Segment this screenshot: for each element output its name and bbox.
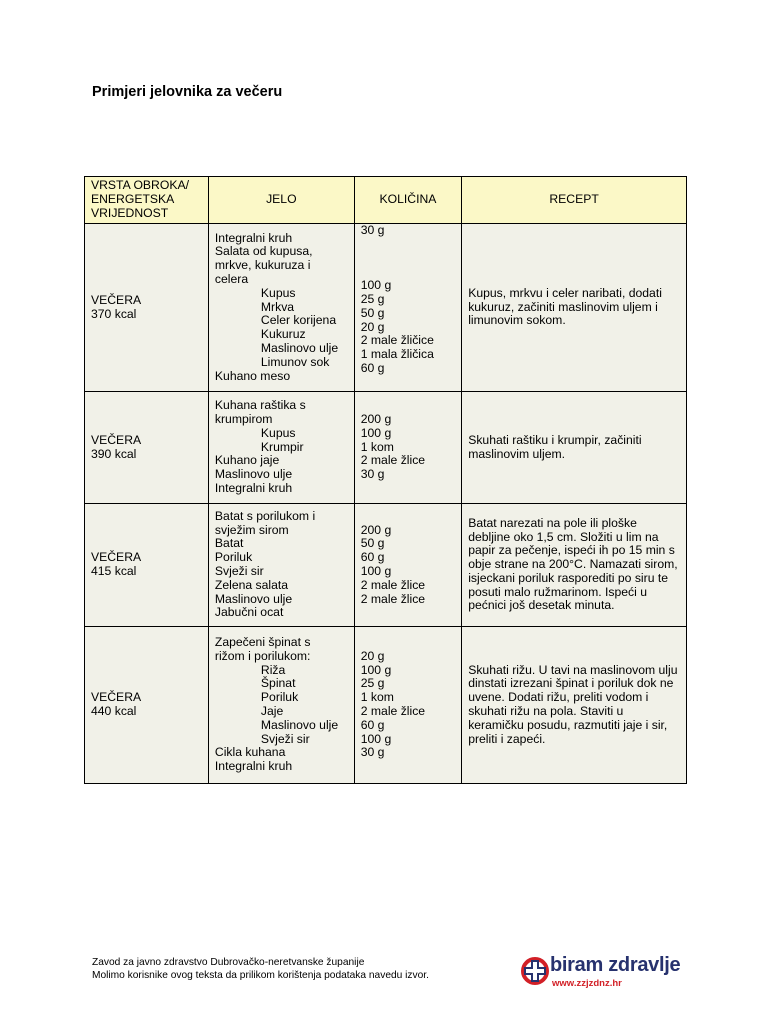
dish-cell xyxy=(208,504,354,627)
meal-name: VEČERA xyxy=(91,690,142,705)
table-header-row xyxy=(85,177,687,224)
dish-item: Celer korijena xyxy=(260,313,337,328)
recipe-cell: Skuhati raštiku i krumpir, začiniti maslinovim uljem. xyxy=(462,392,687,504)
quantity-item: 25 g xyxy=(360,676,385,691)
quantity-item: 20 g xyxy=(360,648,385,663)
header-meal-type-line: VRSTA OBROKA/ xyxy=(91,178,189,193)
dish-item: Integralni kruh xyxy=(214,230,293,245)
dish-item: Riža xyxy=(260,662,286,677)
quantity-item xyxy=(361,252,455,266)
dish-item: Maslinovo ulje xyxy=(214,591,293,606)
quantity-item: 30 g xyxy=(360,467,385,482)
table-row xyxy=(85,627,687,784)
dish-item: Špinat xyxy=(260,676,296,691)
quantity-item: 1 kom xyxy=(360,439,394,454)
quantity-cell xyxy=(354,504,461,627)
footer-institution: Zavod za javno zdravstvo Dubrovačko-neretvanske županije xyxy=(92,957,365,968)
dish-item: Salata od kupusa, xyxy=(214,244,313,259)
meal-energy: 415 kcal xyxy=(91,564,137,578)
quantity-item: 100 g xyxy=(360,425,392,440)
meal-cell xyxy=(85,224,209,392)
dish-item: Cikla kuhana xyxy=(214,745,286,760)
quantity-item: 100 g xyxy=(360,731,392,746)
dish-item: Poriluk xyxy=(260,690,299,705)
dish-item: celera xyxy=(214,272,249,286)
header-recipe: RECEPT xyxy=(462,177,687,224)
dish-item: Mrkva xyxy=(260,299,295,314)
quantity-item: 100 g xyxy=(360,564,392,578)
quantity-item: 60 g xyxy=(360,360,385,375)
header-dish: JELO xyxy=(208,177,354,224)
dish-item: svježim sirom xyxy=(214,522,289,537)
quantity-item xyxy=(361,265,455,279)
meal-name: VEČERA xyxy=(91,432,142,447)
dish-item: Krumpir xyxy=(260,439,304,454)
dish-item: Poriluk xyxy=(214,550,253,565)
header-quantity: KOLIČINA xyxy=(354,177,461,224)
meal-name: VEČERA xyxy=(91,292,142,307)
quantity-item: 30 g xyxy=(360,745,385,760)
dish-item: Kupus xyxy=(260,285,296,300)
table-row xyxy=(85,504,687,627)
recipe-cell: Skuhati rižu. U tavi na maslinovom ulju dinstati izrezani špinat i poriluk dok ne uvene. Dodati rižu, preliti vodom i skuhati rižu na pola. Staviti u keramičku posudu, razmutiti jaje i sir, preliti i zapeći. xyxy=(462,627,687,784)
dish-item: Zapečeni špinat s xyxy=(214,635,311,650)
dish-item: Kupus xyxy=(260,425,296,440)
quantity-cell xyxy=(354,627,461,784)
quantity-item: 100 g xyxy=(360,662,392,677)
dish-cell xyxy=(208,224,354,392)
quantity-item: 200 g xyxy=(360,522,392,537)
dish-item: Kuhano meso xyxy=(214,368,291,383)
footer-notice: Molimo korisnike ovog teksta da prilikom korištenja podataka navedu izvor. xyxy=(92,970,429,981)
dish-item: Kuhana raštika s xyxy=(214,398,306,413)
biram-zdravlje-logo xyxy=(520,952,700,992)
meal-cell xyxy=(85,392,209,504)
table-row xyxy=(85,224,687,392)
quantity-cell xyxy=(354,392,461,504)
dish-item: rižom i porilukom: xyxy=(214,648,311,663)
recipe-cell: Batat narezati na pole ili ploške debljine oko 1,5 cm. Složiti u lim na papir za pečenje, ispeći ih po 15 min s obje strane na 200°C. Namazati sirom, isjeckani poriluk rasporediti po siru te posuti malo ružmarinom. Ispeći u pećnici još desetak minuta. xyxy=(462,504,687,627)
table-row xyxy=(85,392,687,504)
recipe-cell: Kupus, mrkvu i celer naribati, dodati kukuruz, začiniti maslinovim uljem i limunovim sokom. xyxy=(462,224,687,392)
quantity-item: 2 male žličice xyxy=(360,333,434,348)
dish-item: Integralni kruh xyxy=(214,480,293,495)
dish-item: Jaje xyxy=(260,704,284,718)
dish-item: Maslinovo ulje xyxy=(260,717,339,732)
meal-energy: 390 kcal xyxy=(91,446,137,461)
quantity-item: 1 mala žličica xyxy=(360,347,434,362)
quantity-cell xyxy=(354,224,461,392)
footer xyxy=(92,956,429,982)
quantity-item: 2 male žlice xyxy=(360,577,426,592)
dish-item: Svježi sir xyxy=(260,731,310,746)
header-meal-type-line: ENERGETSKA xyxy=(91,192,175,207)
quantity-item: 60 g xyxy=(360,717,385,732)
quantity-item: 60 g xyxy=(360,550,385,565)
dish-item: Kukuruz xyxy=(260,327,306,342)
quantity-item: 2 male žlice xyxy=(360,704,426,718)
dish-item: Integralni kruh xyxy=(214,759,293,774)
dish-cell xyxy=(208,627,354,784)
meal-cell xyxy=(85,627,209,784)
logo-cross-icon xyxy=(520,956,550,986)
meal-cell xyxy=(85,504,209,627)
dish-item: mrkve, kukuruza i xyxy=(214,258,311,273)
dish-item: Batat xyxy=(214,536,244,551)
page-title: Primjeri jelovnika za večeru xyxy=(92,84,283,100)
quantity-item: 30 g xyxy=(360,223,385,237)
header-meal-type xyxy=(85,177,209,224)
header-meal-type-line: VRIJEDNOST xyxy=(91,205,169,220)
quantity-item: 100 g xyxy=(360,278,392,293)
quantity-item: 2 male žlice xyxy=(360,591,426,606)
meal-name: VEČERA xyxy=(91,550,142,565)
quantity-item: 1 kom xyxy=(360,690,394,705)
quantity-item: 200 g xyxy=(360,412,392,426)
quantity-item: 25 g xyxy=(360,291,385,306)
dish-item: Svježi sir xyxy=(214,564,264,578)
logo-text: biram zdravlje xyxy=(550,954,681,976)
dish-item: krumpirom xyxy=(214,412,273,426)
quantity-item: 50 g xyxy=(360,536,385,551)
dish-item: Zelena salata xyxy=(214,577,289,592)
dish-item: Batat s porilukom i xyxy=(214,508,316,523)
dish-item: Jabučni ocat xyxy=(214,605,284,620)
quantity-item: 20 g xyxy=(360,319,385,334)
dish-item: Kuhano jaje xyxy=(214,453,280,468)
meal-energy: 370 kcal xyxy=(91,306,137,321)
dish-item: Limunov sok xyxy=(260,354,330,369)
quantity-item: 50 g xyxy=(360,305,385,320)
menu-table xyxy=(84,176,687,784)
dish-item: Maslinovo ulje xyxy=(214,467,293,482)
meal-energy: 440 kcal xyxy=(91,704,137,718)
quantity-item: 2 male žlice xyxy=(360,453,426,468)
dish-item: Maslinovo ulje xyxy=(260,340,339,355)
quantity-item xyxy=(361,238,455,252)
logo-url: www.zzjzdnz.hr xyxy=(552,978,622,989)
dish-cell xyxy=(208,392,354,504)
